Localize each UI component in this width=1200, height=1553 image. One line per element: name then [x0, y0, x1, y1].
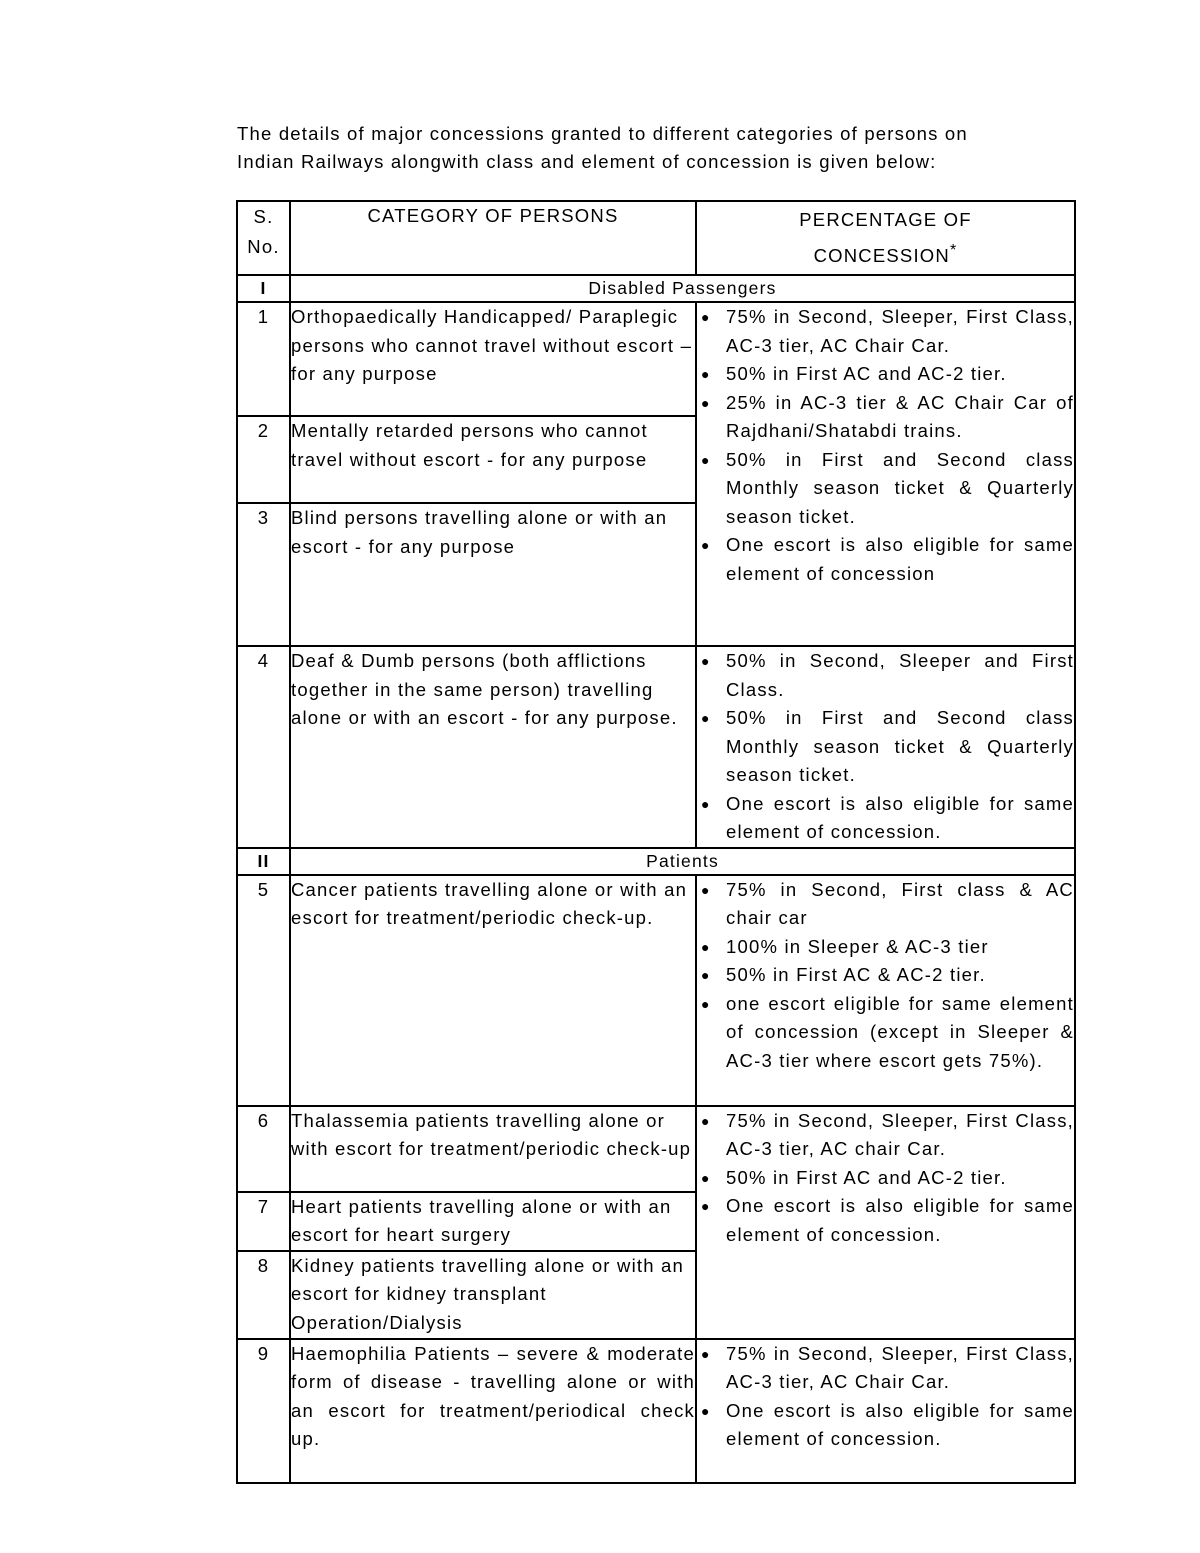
concession-item: [697, 1164, 1074, 1193]
intro-line-1: The details of major concessions granted to different categories of persons on: [237, 123, 968, 144]
concession-cell: [696, 646, 1075, 848]
row-sno: 4: [237, 646, 290, 848]
concession-item: [697, 876, 1074, 933]
header-sno: [237, 201, 290, 275]
row-sno: 2: [237, 416, 290, 503]
concession-text: 75% in Second, Sleeper, First Class, AC-3 tier, AC Chair Car.: [726, 1342, 1074, 1392]
bullet-icon: ●: [701, 537, 711, 553]
concession-text: 50% in Second, Sleeper and First Class.: [726, 650, 1074, 700]
header-percentage: [696, 201, 1075, 275]
table-row: [237, 1106, 1075, 1192]
bullet-icon: ●: [701, 795, 711, 812]
concession-item: [697, 790, 1074, 847]
concession-list: [697, 1340, 1074, 1454]
bullet-icon: ●: [701, 710, 711, 726]
concession-list: [697, 876, 1074, 1076]
bullet-icon: ●: [701, 1169, 711, 1186]
table-row: [237, 875, 1075, 1106]
concession-item: [697, 1397, 1074, 1454]
concession-list: [697, 303, 1074, 588]
concession-text: One escort is also eligible for same element of concession.: [726, 792, 1074, 842]
bullet-icon: ●: [701, 394, 711, 411]
row-category: Blind persons travelling alone or with an escort - for any purpose: [290, 503, 696, 646]
section-title: Disabled Passengers: [290, 275, 1075, 302]
concession-item: [697, 1192, 1074, 1249]
concession-list: [697, 1107, 1074, 1250]
concession-item: [697, 1340, 1074, 1397]
row-category: Cancer patients travelling alone or with an escort for treatment/periodic check-up.: [290, 875, 696, 1106]
concession-item: [697, 990, 1074, 1076]
concession-item: [697, 360, 1074, 389]
concession-text: one escort eligible for same element of concession (except in Sleeper & AC-3 tier where escort gets 75%).: [726, 992, 1074, 1071]
row-sno: 1: [237, 302, 290, 416]
concession-text: 75% in Second, First class & AC chair car: [726, 878, 1074, 928]
concession-text: 75% in Second, Sleeper, First Class, AC-3 tier, AC Chair Car.: [726, 306, 1074, 356]
concession-item: [697, 1107, 1074, 1164]
bullet-icon: ●: [701, 1402, 711, 1419]
section-number: I: [237, 275, 290, 302]
row-sno: 7: [237, 1192, 290, 1251]
concession-text: 50% in First and Second class Monthly season ticket & Quarterly season ticket.: [726, 448, 1074, 527]
concession-text: 25% in AC-3 tier & AC Chair Car of Rajdhani/Shatabdi trains.: [726, 391, 1074, 441]
concessions-table: [236, 200, 1076, 1484]
row-category: Thalassemia patients travelling alone or with escort for treatment/periodic check-up: [290, 1106, 696, 1192]
section-title: Patients: [290, 848, 1075, 875]
bullet-icon: ●: [701, 938, 711, 955]
concession-text: 50% in First AC and AC-2 tier.: [726, 1166, 1007, 1188]
intro-line-2: Indian Railways alongwith class and element of concession is given below:: [237, 151, 937, 172]
bullet-icon: ●: [701, 1112, 711, 1129]
concession-item: [697, 446, 1074, 532]
concession-text: 100% in Sleeper & AC-3 tier: [726, 935, 989, 957]
row-sno: 5: [237, 875, 290, 1106]
bullet-icon: ●: [701, 1198, 711, 1214]
row-category: Haemophilia Patients – severe & moderate form of disease - travelling alone or with an escort for treatment/periodical check up.: [290, 1339, 696, 1483]
concession-text: 50% in First AC and AC-2 tier.: [726, 363, 1007, 384]
concession-text: One escort is also eligible for same element of concession.: [726, 1399, 1074, 1449]
concession-text: 50% in First AC & AC-2 tier.: [726, 964, 986, 985]
intro-paragraph: [237, 120, 1077, 176]
header-percentage-line1: PERCENTAGE OF: [799, 209, 972, 230]
bullet-icon: ●: [701, 995, 711, 1012]
header-sno-line2: No.: [247, 236, 280, 257]
header-sno-line1: S.: [253, 206, 274, 227]
row-category: Kidney patients travelling alone or with an escort for kidney transplant Operation/Dialysis: [290, 1251, 696, 1339]
concession-text: One escort is also eligible for same element of concession.: [726, 1195, 1074, 1245]
concession-item: [697, 389, 1074, 446]
header-percentage-line2: CONCESSION: [813, 245, 950, 266]
bullet-icon: ●: [701, 309, 711, 325]
concession-item: [697, 933, 1074, 962]
concession-cell: [696, 302, 1075, 646]
row-category: Heart patients travelling alone or with an escort for heart surgery: [290, 1192, 696, 1251]
asterisk-mark: *: [949, 241, 958, 259]
concession-list: [697, 647, 1074, 847]
table-header-row: [237, 201, 1075, 275]
row-sno: 9: [237, 1339, 290, 1483]
bullet-icon: ●: [701, 451, 711, 468]
row-category: Mentally retarded persons who cannot travel without escort - for any purpose: [290, 416, 696, 503]
table-row: [237, 1339, 1075, 1483]
row-sno: 3: [237, 503, 290, 646]
bullet-icon: ●: [701, 1345, 711, 1362]
section-number: II: [237, 848, 290, 875]
row-category: Deaf & Dumb persons (both afflictions together in the same person) travelling alone or with an escort - for any purpose.: [290, 646, 696, 848]
concession-text: 75% in Second, Sleeper, First Class, AC-3 tier, AC chair Car.: [726, 1109, 1074, 1159]
concession-item: [697, 647, 1074, 704]
bullet-icon: ●: [701, 967, 711, 983]
section-row: [237, 275, 1075, 302]
concession-cell: [696, 1106, 1075, 1339]
row-sno: 6: [237, 1106, 290, 1192]
concession-item: [697, 531, 1074, 588]
concession-text: 50% in First and Second class Monthly season ticket & Quarterly season ticket.: [726, 707, 1074, 785]
table-row: [237, 646, 1075, 848]
bullet-icon: ●: [701, 881, 711, 898]
section-row: [237, 848, 1075, 875]
row-category: Orthopaedically Handicapped/ Paraplegic persons who cannot travel without escort – for any purpose: [290, 302, 696, 416]
bullet-icon: ●: [701, 653, 711, 669]
row-sno: 8: [237, 1251, 290, 1339]
concession-cell: [696, 1339, 1075, 1483]
header-category: CATEGORY OF PERSONS: [290, 201, 696, 275]
concession-text: One escort is also eligible for same element of concession: [726, 534, 1074, 584]
concession-item: [697, 303, 1074, 360]
concession-item: [697, 961, 1074, 990]
bullet-icon: ●: [701, 366, 711, 382]
concession-item: [697, 704, 1074, 790]
table-row: [237, 302, 1075, 416]
concession-cell: [696, 875, 1075, 1106]
